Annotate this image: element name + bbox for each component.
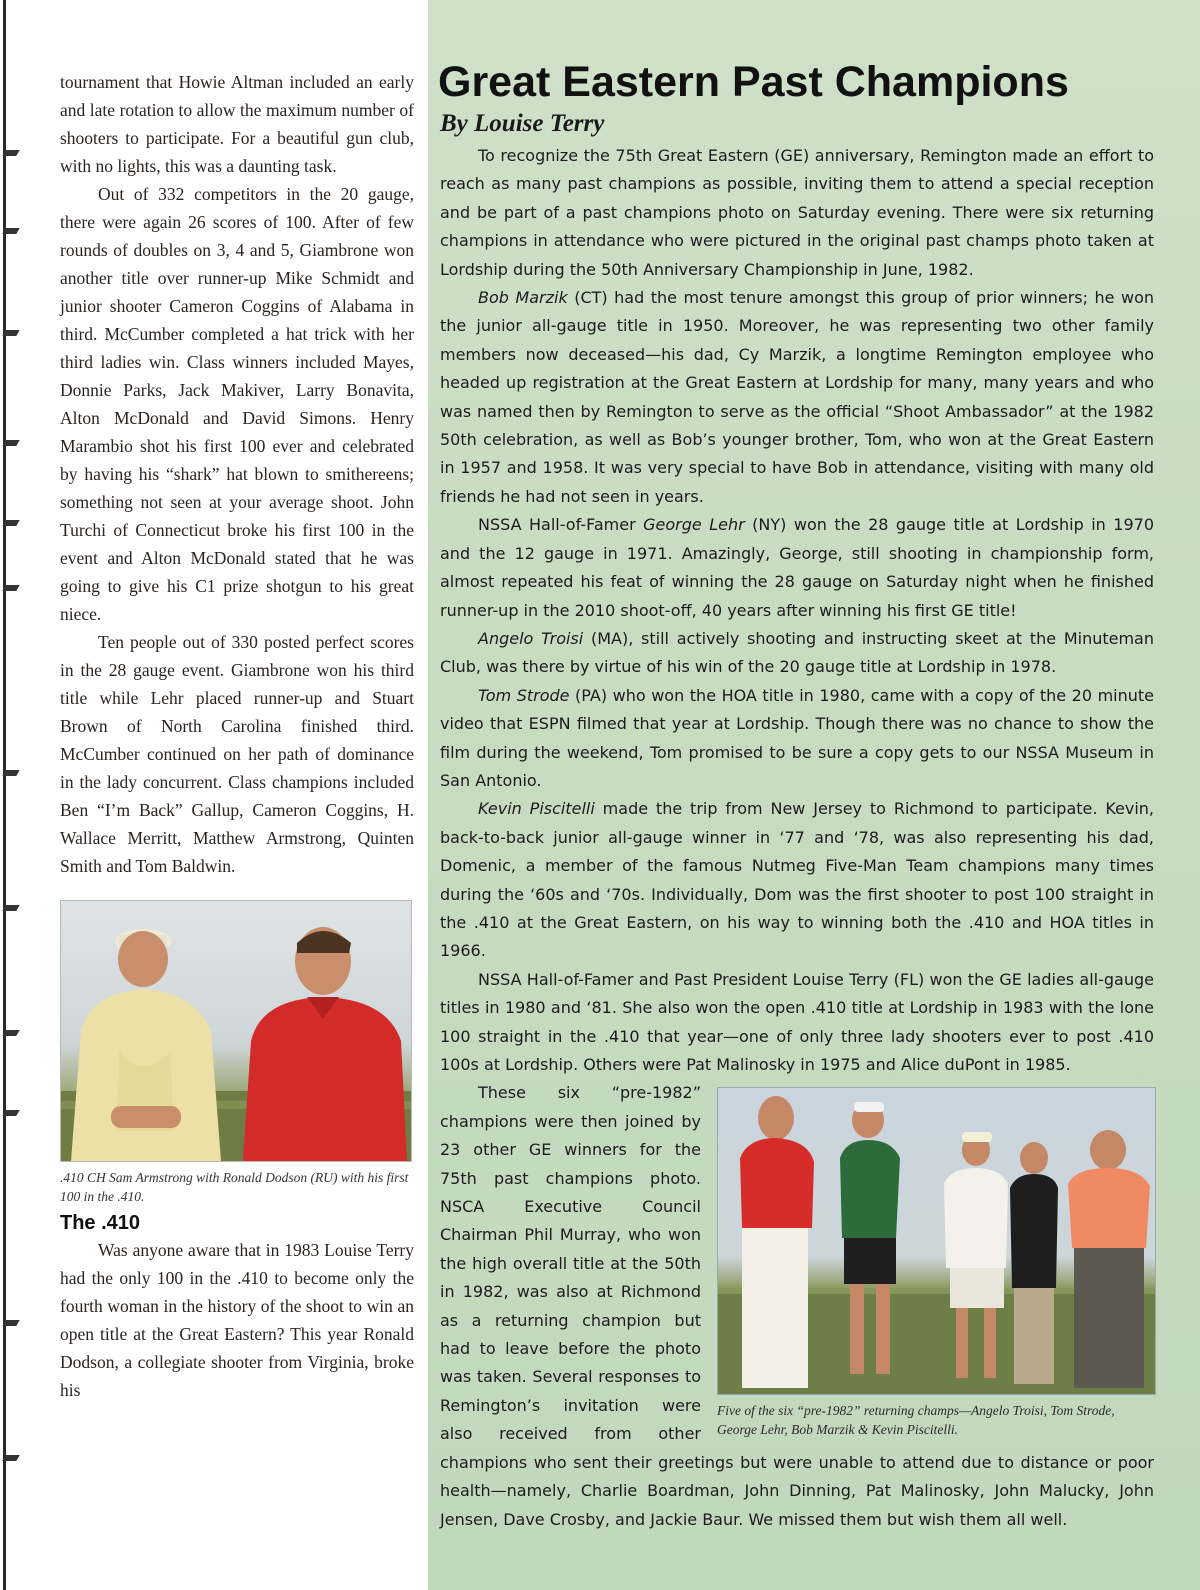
edge-mark	[2, 770, 19, 776]
article-byline: By Louise Terry	[440, 110, 605, 137]
left-paragraph-410: Was anyone aware that in 1983 Louise Terry had the only 100 in the .410 to become only the fourth woman in the history of the shoot to win an open title at the Great Eastern? This year Ronald Dodson, a collegiate shooter from Virginia, broke his	[60, 1240, 414, 1400]
name-george-lehr: George Lehr	[643, 515, 745, 535]
left-paragraph-1: tournament that Howie Altman included an early and late rotation to allow the maximum number of shooters to participate. For a beautiful gun club, with no lights, this was a daunting task.	[60, 72, 414, 176]
binding-edge	[3, 0, 6, 1590]
article-paragraph-piscitelli	[440, 795, 1154, 965]
name-angelo-troisi: Angelo Troisi	[478, 628, 584, 648]
article-paragraph-strode	[440, 682, 1154, 796]
name-tom-strode: Tom Strode	[478, 685, 570, 705]
edge-mark	[2, 228, 19, 234]
edge-mark	[2, 150, 19, 156]
paragraph-text: (CT) had the most tenure amongst this group of prior winners; he won the junior all-gauge title in 1950. Moreover, he was representing two other family members now deceased—his dad, Cy Marzik, a longtime Remington employee who headed up registration at the Great Eastern at Lordship for many, many years and who was named then by Remington to serve as the official “Shoot Ambassador” at the 1982 50th celebration, as well as Bob’s younger brother, Tom, who won at the Great Eastern in 1957 and 1958. It was very special to have Bob in attendance, visiting with many old friends he had not seen in years.	[440, 288, 1154, 506]
left-paragraph-2: Out of 332 competitors in the 20 gauge, there were again 26 scores of 100. After of few rounds of doubles on 3, 4 and 5, Giambrone won another title over runner-up Mike Schmidt and junior shooter Cameron Coggins of Alabama in third. McCumber completed a hat trick with her third ladies win. Class winners included Mayes, Donnie Parks, Jack Makiver, Larry Bonavita, Alton McDonald and David Simons. Henry Marambio shot his first 100 ever and celebrated by having his “shark” hat blown to smithereens; something not seen at your average shoot. John Turchi of Connecticut broke his first 100 in the event and Alton McDonald stated that he was going to give his C1 prize shotgun to his great niece.	[60, 184, 414, 624]
edge-mark	[2, 585, 19, 591]
photo-illustration	[718, 1088, 1155, 1394]
edge-mark	[2, 330, 19, 336]
article-paragraph-marzik	[440, 284, 1154, 511]
name-kevin-piscitelli: Kevin Piscitelli	[478, 799, 595, 819]
name-bob-marzik: Bob Marzik	[478, 288, 568, 308]
photo-past-champions	[717, 1087, 1156, 1395]
edge-mark	[2, 440, 19, 446]
photo-block-champions	[717, 1087, 1154, 1439]
paragraph-text: made the trip from New Jersey to Richmond to participate. Kevin, back-to-back junior all-gauge winner in ‘77 and ‘78, was also representing his dad, Domenic, a member of the famous Nutmeg Five-Man Team champions many times during the ‘60s and ‘70s. Individually, Dom was the first shooter to post 100 straight in the .410 at the Great Eastern, on his way to winning both the .410 and HOA titles in 1966.	[440, 799, 1155, 961]
paragraph-text: (PA) who won the HOA title in 1980, came with a copy of the 20 minute video that ESPN filmed that year at Lordship. Though there was no chance to show the film during the weekend, Tom promised to be sure a copy gets to our NSSA Museum in San Antonio.	[440, 685, 1154, 790]
article-paragraph-terry: NSSA Hall-of-Famer and Past President Louise Terry (FL) won the GE ladies all-gauge titles in 1980 and ‘81. She also won the open .410 title at Lordship in 1983 with the lone 100 straight in the .410 that year—one of only three lady shooters ever to post .410 100s at Lordship. Others were Pat Malinosky in 1975 and Alice duPont in 1985.	[440, 969, 1154, 1074]
section-heading-410: The .410	[60, 1212, 141, 1234]
article-paragraph-intro: To recognize the 75th Great Eastern (GE) anniversary, Remington made an effort to reach as many past champions as possible, inviting them to attend a special reception and be part of a past champions photo on Saturday evening. There were six returning champions in attendance who were pictured in the original past champs photo taken at Lordship during the 50th Anniversary Championship in June, 1982.	[440, 146, 1154, 279]
photo-illustration	[61, 901, 411, 1161]
left-column	[60, 68, 414, 1404]
left-paragraph-3: Ten people out of 330 posted perfect scores in the 28 gauge event. Giambrone won his third title while Lehr placed runner-up and Stuart Brown of North Carolina finished third. McCumber continued on her path of dominance in the lady concurrent. Class champions included Ben “I’m Back” Gallup, Cameron Coggins, H. Wallace Merritt, Matthew Armstrong, Quinten Smith and Tom Baldwin.	[60, 632, 414, 876]
paragraph-text: (NY) won the 28 gauge title at Lordship in 1970 and the 12 gauge in 1971. Amazingly, George, still shooting in championship form, almost repeated his feat of winning the 28 gauge on Saturday night when he finished runner-up in the 2010 shoot-off, 40 years after winning his first GE title!	[440, 515, 1155, 620]
edge-mark	[2, 1320, 19, 1326]
edge-mark	[2, 1455, 19, 1461]
article-body	[440, 142, 1154, 1534]
photo-caption-champions: Five of the six “pre-1982” returning champs—Angelo Troisi, Tom Strode, George Lehr, Bob Marzik & Kevin Piscitelli.	[717, 1403, 1115, 1438]
photo-armstrong-dodson	[60, 900, 412, 1162]
article-paragraph-troisi	[440, 625, 1154, 682]
article-title: Great Eastern Past Champions	[438, 58, 1069, 106]
edge-mark	[2, 1030, 19, 1036]
edge-mark	[2, 520, 19, 526]
edge-mark	[2, 1110, 19, 1116]
edge-mark	[2, 905, 19, 911]
article-paragraph-pre1982: These six “pre-1982” champions were then joined by 23 other GE winners for the 75th past champions photo. NSCA Executive Council Chairman Phil Murray, who won the high overall title at the 50th in 1982, was also at Richmond as a returning champion but had to leave before the photo was taken. Several responses to Remington’s invitation were also received from other champions who sent their greetings but were unable to attend due to distance or poor health—namely, Charlie Boardman, John Dinning, Pat Malinosky, John Malucky, John Jensen, Dave Crosby, and Jackie Baur. We missed them but wish them all well.	[440, 1083, 1154, 1529]
article-paragraph-lehr	[440, 511, 1154, 625]
paragraph-text: NSSA Hall-of-Famer	[478, 515, 644, 535]
photo-caption-armstrong: .410 CH Sam Armstrong with Ronald Dodson (RU) with his first 100 in the .410.	[60, 1170, 409, 1204]
paragraph-text: (MA), still actively shooting and instructing skeet at the Minuteman Club, was there by virtue of his win of the 20 gauge title at Lordship in 1978.	[440, 628, 1154, 677]
